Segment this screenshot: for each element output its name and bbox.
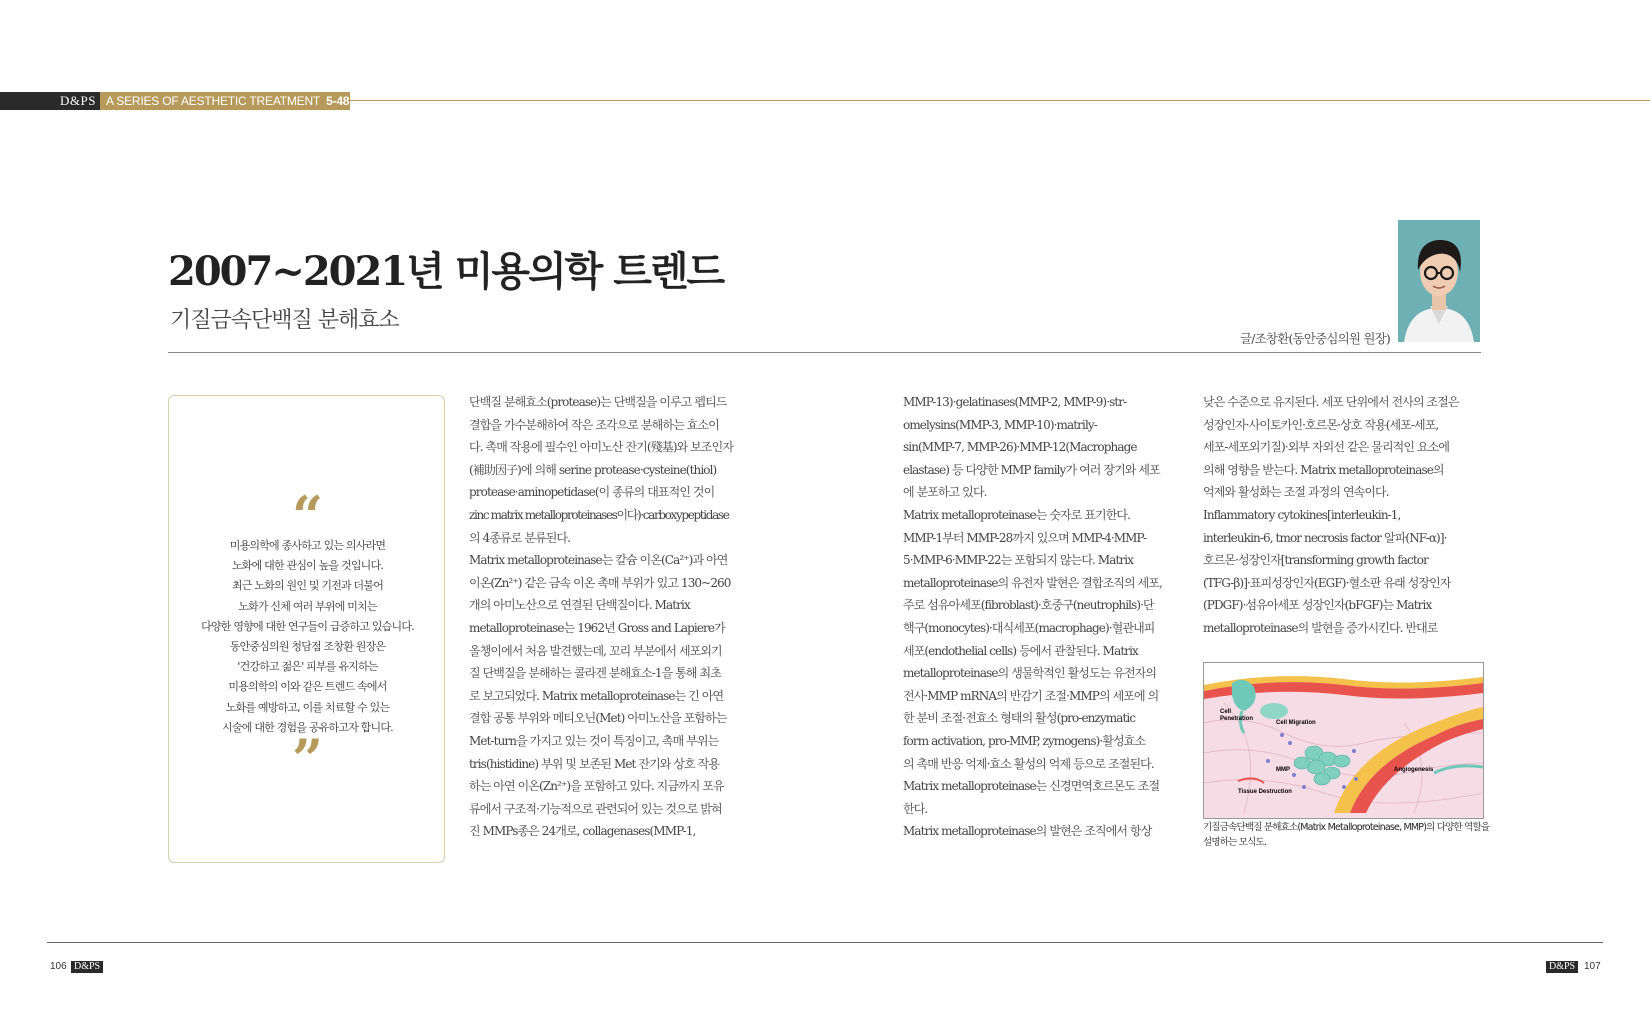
label-tissue-destruction: Tissue Destruction: [1238, 789, 1292, 795]
body-line: 호르몬·성장인자[transforming growth factor: [1203, 553, 1428, 568]
body-line: sin(MMP-7, MMP-26)·MMP-12(Macrophage: [903, 440, 1137, 455]
article-subtitle: 기질금속단백질 분해효소: [170, 308, 399, 333]
body-line: 주로 섬유아세포(fibroblast)·호중구(neutrophils)·단: [903, 598, 1154, 613]
body-line: tris(histidine) 부위 및 보존된 Met 잔기와 상호 작용: [469, 756, 720, 771]
body-line: 한다.: [903, 801, 928, 816]
body-line: metalloproteinase의 유전자 발현은 결합조직의 세포,: [903, 575, 1162, 590]
quote-line: 최근 노화의 원인 및 기전과 더불어: [231, 579, 384, 593]
caption-line: 설명하는 모식도.: [1203, 837, 1267, 848]
body-line: interleukin-6, tmor necrosis factor 알파(NF-α)]·: [1203, 530, 1447, 545]
quote-line: 미용의학에 종사하고 있는 의사라면: [229, 539, 386, 552]
body-line: 5·MMP-6·MMP-22는 포함되지 않는다. Matrix: [903, 553, 1134, 568]
author-portrait: [1398, 220, 1480, 342]
body-line: 하는 아연 이온(Zn²⁺)을 포함하고 있다. 지금까지 포유: [469, 779, 724, 794]
quote-line: 시술에 대한 경험을 공유하고자 합니다.: [222, 720, 393, 734]
quote-line: 노화를 예방하고, 이를 치료할 수 있는: [225, 700, 390, 714]
body-column-1: [469, 391, 744, 843]
label-mmp: MMP: [1276, 767, 1290, 773]
body-line: Inflammatory cytokines[interleukin-1,: [1203, 507, 1401, 522]
body-line: Matrix metalloproteinase의 발현은 조직에서 항상: [903, 824, 1152, 839]
body-line: 의해 영향을 받는다. Matrix metalloproteinase의: [1203, 462, 1444, 477]
caption-line: 기질금속단백질 분해효소(Matrix Metalloproteinase, MMP)의 다양한 역할을: [1203, 822, 1490, 833]
label-penetration: Penetration: [1220, 716, 1254, 722]
body-line: (補助因子)에 의해 serine protease·cysteine(thiol): [469, 462, 717, 477]
body-line: 진 MMPs종은 24개로, collagenases(MMP-1,: [469, 824, 696, 839]
label-cell: Cell: [1220, 709, 1232, 715]
quote-line: 동안중심의원 청담점 조창환 원장은: [229, 640, 386, 654]
body-line: metalloproteinase는 1962년 Gross and Lapiere가: [469, 620, 725, 635]
body-line: protease·aminopetidase(이 종류의 대표적인 것이: [469, 485, 715, 500]
article-author: 글/조창환(동안중심의원 원장): [1239, 331, 1390, 346]
quote-line: 미용의학의 이와 같은 트렌드 속에서: [228, 680, 387, 694]
footer-rule: [47, 942, 1603, 943]
series-issue: 5-48: [326, 94, 350, 108]
label-cell-migration: Cell Migration: [1276, 720, 1316, 726]
body-line: MMP-13)·gelatinases(MMP-2, MMP-9)·str-: [903, 395, 1127, 409]
body-column-2: [903, 391, 1178, 843]
body-line: MMP-1부터 MMP-28까지 있으며 MMP-4·MMP-: [903, 530, 1147, 545]
label-angiogenesis: Angiogenesis: [1394, 767, 1434, 773]
page-number-left: 106: [50, 961, 67, 972]
body-line: 성장인자·사이토카인·호르몬·상호 작용(세포-세포,: [1203, 417, 1439, 432]
body-line: Met-turn을 가지고 있는 것이 특징이고, 촉매 부위는: [469, 733, 719, 748]
quote-line: 노화에 대한 관심이 높을 것입니다.: [231, 559, 384, 573]
body-line: 올챙이에서 처음 발견했는데, 꼬리 부분에서 세포외기: [469, 643, 722, 658]
magazine-brand: D&PS: [0, 92, 100, 110]
open-quote-icon: “: [291, 484, 324, 548]
quote-line: 노화가 신체 여러 부위에 미치는: [238, 599, 377, 613]
body-line: 다. 촉매 작용에 필수인 아미노산 잔기(殘基)와 보조인자: [469, 440, 734, 455]
body-line: 핵구(monocytes)·대식세포(macrophage)·혈관내피: [903, 620, 1155, 635]
body-line: form activation, pro-MMP, zymogens)·활성효소: [903, 733, 1146, 748]
figure-caption: [1203, 820, 1488, 850]
body-line: 에 분포하고 있다.: [903, 485, 987, 500]
header-rule: [350, 100, 1650, 101]
body-line: 억제와 활성화는 조절 과정의 연속이다.: [1203, 485, 1389, 500]
body-line: 류에서 구조적·기능적으로 관련되어 있는 것으로 밝혀: [469, 801, 722, 816]
quote-line: 다양한 영향에 대한 연구들이 급증하고 있습니다.: [201, 619, 414, 633]
body-line: Matrix metalloproteinase는 숫자로 표기한다.: [903, 507, 1131, 522]
pull-quote-text: [179, 536, 436, 738]
body-line: (TFG-β)]·표피성장인자(EGF)·혈소판 유래 성장인자: [1203, 575, 1451, 590]
body-line: 의 4종류로 분류된다.: [469, 530, 571, 545]
author-portrait-illustration: [1398, 220, 1480, 342]
close-quote-icon: ”: [291, 727, 324, 791]
body-line: Matrix metalloproteinase는 칼슘 이온(Ca²⁺)과 아연: [469, 553, 728, 568]
body-line: 낮은 수준으로 유지된다. 세포 단위에서 전사의 조절은: [1203, 395, 1459, 409]
body-line: 세포-세포외기질)·외부 자외선 같은 물리적인 요소에: [1203, 440, 1450, 455]
body-line: 이온(Zn²⁺) 같은 금속 이온 촉매 부위가 있고 130~260: [469, 575, 731, 590]
body-line: 결합을 가수분해하여 작은 조각으로 분해하는 효소이: [469, 417, 719, 432]
body-line: metalloproteinase의 발현을 증가시킨다. 반대로: [1203, 620, 1438, 635]
page-number-right: 107: [1584, 961, 1601, 972]
body-column-3: [1203, 391, 1478, 640]
body-line: metalloproteinase의 생물학적인 활성도는 유전자의: [903, 666, 1157, 681]
footer-logo-right: D&PS: [1546, 961, 1578, 973]
body-line: Matrix metalloproteinase는 신경면역호르몬도 조절: [903, 779, 1160, 794]
body-line: 전사·MMP mRNA의 반감기 조절·MMP의 세포에 의: [903, 688, 1159, 703]
body-line: 한 분비 조절·전효소 형태의 활성(pro-enzymatic: [903, 711, 1136, 726]
body-line: 결합 공통 부위와 메티오닌(Met) 아미노산을 포함하는: [469, 711, 727, 726]
title-divider: [168, 352, 1481, 353]
body-line: (PDGF)·섬유아세포 성장인자(bFGF)는 Matrix: [1203, 598, 1432, 613]
mmp-schematic-figure: [1203, 662, 1484, 819]
body-line: 로 보고되었다. Matrix metalloproteinase는 긴 아연: [469, 688, 724, 703]
body-line: omelysins(MMP-3, MMP-10)·matrily-: [903, 417, 1097, 432]
quote-line: '건강하고 젊은' 피부를 유지하는: [237, 660, 378, 674]
series-title: A SERIES OF AESTHETIC TREATMENT: [106, 94, 321, 108]
body-line: 단백질 분해효소(protease)는 단백질을 이루고 펩티드: [469, 395, 727, 409]
article-title: 2007~2021년 미용의학 트렌드: [168, 248, 724, 295]
body-line: elastase) 등 다양한 MMP family가 여러 장기와 세포: [903, 462, 1160, 477]
pull-quote-box: [168, 395, 445, 863]
body-line: 의 촉매 반응 억제·효소 활성의 억제 등으로 조절된다.: [903, 756, 1154, 771]
footer-logo-left: D&PS: [71, 961, 103, 973]
series-banner: [100, 92, 350, 110]
body-line: 질 단백질을 분해하는 콜라겐 분해효소-1을 통해 최초: [469, 666, 721, 681]
mmp-schematic-illustration: [1204, 663, 1483, 818]
body-line: 개의 아미노산으로 연결된 단백질이다. Matrix: [469, 598, 690, 613]
body-line: zinc matrix metalloproteinases이다)·carboxypeptidase: [469, 507, 729, 522]
body-line: 세포(endothelial cells) 등에서 관찰된다. Matrix: [903, 643, 1138, 658]
